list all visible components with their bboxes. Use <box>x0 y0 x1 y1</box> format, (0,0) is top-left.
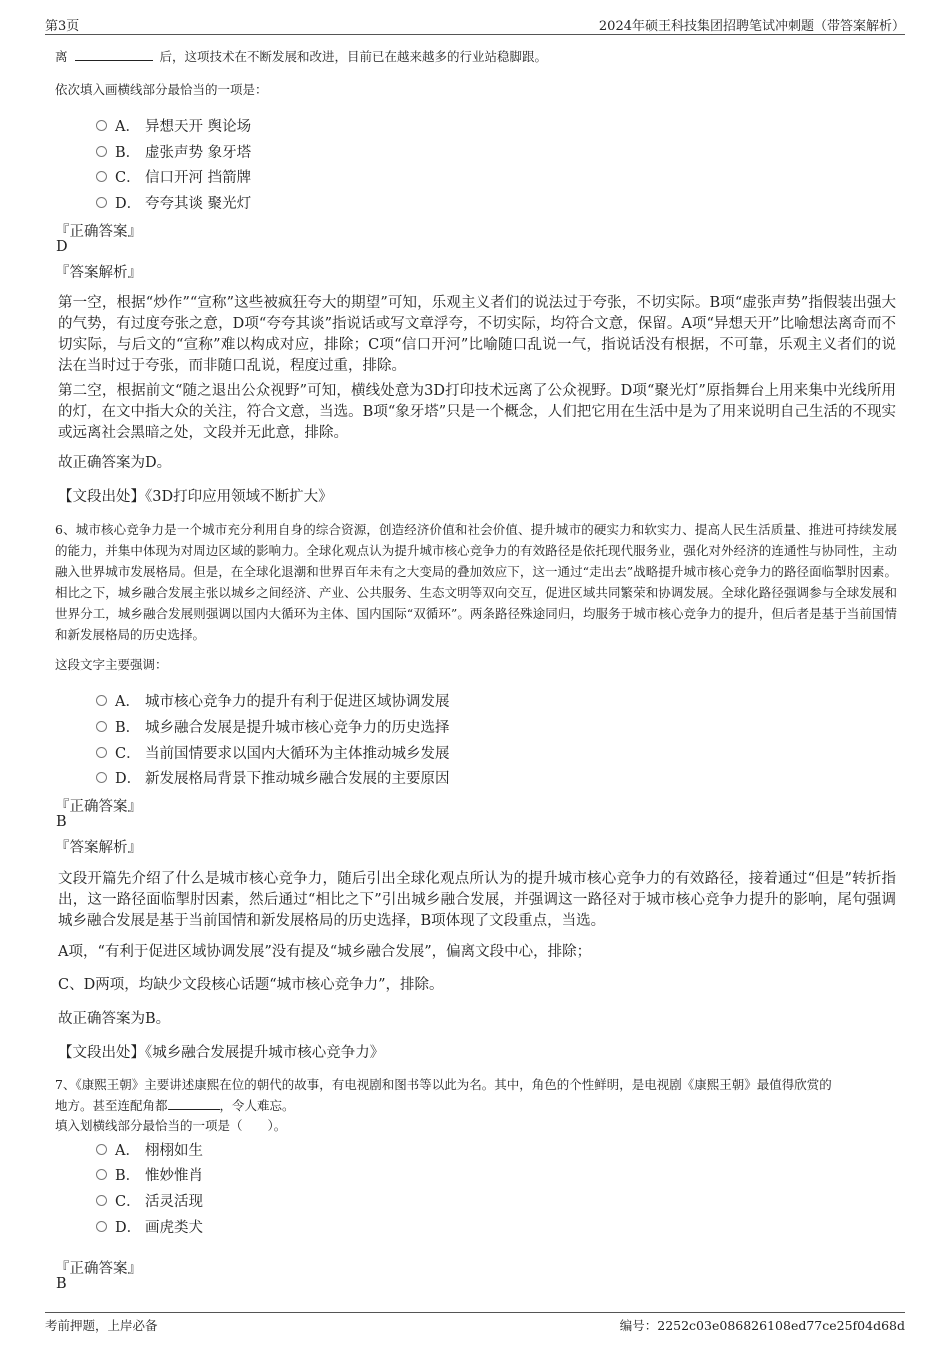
q5-answer-label: 『正确答案』 <box>55 224 142 240</box>
q6-prompt: 这段文字主要强调： <box>55 657 168 672</box>
radio-icon[interactable] <box>96 1195 107 1206</box>
q6-analysis-paragraph-2: A项，“有利于促进区域协调发展”没有提及“城乡融合发展”，偏离文段中心，排除； <box>58 944 592 960</box>
q5-answer: D <box>56 239 68 255</box>
q6-analysis-label: 『答案解析』 <box>55 840 142 856</box>
radio-icon[interactable] <box>96 747 107 758</box>
radio-icon[interactable] <box>96 1221 107 1232</box>
q6-analysis-paragraph-1: 文段开篇先介绍了什么是城市核心竞争力，随后引出全球化观点所认为的提升城市核心竞争力的有效路径，接着通过“但是”转折指出，这一路径面临掣肘因素，然后通过“相比之下”引出城乡融合发展，并强调这一路径对于城市核心竞争力提升的影响，尾句强调城乡融合发展是基于当前国情和新发展格局的历史选择，B项体现了文段重点，当选。 <box>58 871 896 929</box>
q5-analysis-paragraph-1: 第一空，根据“炒作”“宣称”这些被疯狂夸大的期望”可知，乐观主义者们的说法过于夸张，不切实际。B项“虚张声势”指假装出强大的气势，有过度夸张之意，D项“夸夸其谈”指说话或写文章浮夸，不切实际，均符合文意，保留。A项“异想天开”比喻想法离奇而不切实际，与后文的“宣称”难以构成对应，排除；C项“信口开河”比喻随口乱说一气，指说话没有根据，不可靠，乐观主义者们的说法在当时过于夸张，而非随口乱说，程度过重，排除。 <box>58 295 896 374</box>
q5-stem: 离 后，这项技术在不断发展和改进，目前已在越来越多的行业站稳脚跟。 <box>55 49 547 64</box>
radio-icon[interactable] <box>96 146 107 157</box>
radio-icon[interactable] <box>96 120 107 131</box>
q7-prompt: 填入划横线部分最恰当的一项是（ ）。 <box>55 1118 287 1133</box>
footer-slogan: 考前押题，上岸必备 <box>45 1318 158 1333</box>
page-header <box>45 12 905 35</box>
fill-blank <box>168 1097 220 1110</box>
radio-icon[interactable] <box>96 695 107 706</box>
radio-icon[interactable] <box>96 171 107 182</box>
radio-icon[interactable] <box>96 721 107 732</box>
page-number: 第3页 <box>45 19 80 34</box>
q7-stem-line-1: 7、《康熙王朝》主要讲述康熙在位的朝代的故事，有电视剧和图书等以此为名。其中，角色的个性鲜明，是电视剧《康熙王朝》最值得欣赏的 <box>55 1077 832 1092</box>
q7-stem-line-2: 地方。甚至连配角都 ，令人难忘。 <box>55 1098 295 1113</box>
q5-source: 【文段出处】《3D打印应用领域不断扩大》 <box>58 489 333 505</box>
q6-conclusion: 故正确答案为B。 <box>58 1011 171 1027</box>
q6-answer: B <box>56 814 67 830</box>
radio-icon[interactable] <box>96 197 107 208</box>
q5-conclusion: 故正确答案为D。 <box>58 455 172 471</box>
q7-answer: B <box>56 1276 67 1292</box>
document-code: 编号：2252c03e086826108ed77ce25f04d68d <box>619 1318 905 1333</box>
q6-answer-label: 『正确答案』 <box>55 799 142 815</box>
radio-icon[interactable] <box>96 772 107 783</box>
q6-analysis-paragraph-3: C、D两项，均缺少文段核心话题“城市核心竞争力”，排除。 <box>58 977 444 993</box>
q5-analysis-paragraph-2: 第二空，根据前文“随之退出公众视野”可知，横线处意为3D打印技术远离了公众视野。D项“聚光灯”原指舞台上用来集中光线所用的灯，在文中指大众的关注，符合文意，当选。B项“象牙塔”只是一个概念，人们把它用在生活中是为了用来说明自己生活的不现实或远离社会黑暗之处，文段并无此意，排除。 <box>58 383 896 441</box>
q5-analysis-label: 『答案解析』 <box>55 265 142 281</box>
q6-stem: 6、城市核心竞争力是一个城市充分利用自身的综合资源，创造经济价值和社会价值、提升城市的硬实力和软实力、提高人民生活质量、推进可持续发展的能力，并集中体现为对周边区域的影响力。全球化观点认为提升城市核心竞争力的有效路径是依托现代服务业，强化对外经济的连通性与协同性，主动融入世界城市发展格局。但是，在全球化退潮和世界百年未有之大变局的叠加效应下，这一通过“走出去”战略提升城市核心竞争力的路径面临掣肘因素。相比之下，城乡融合发展主张以城乡之间经济、产业、公共服务、生态文明等双向交互，促进区域共同繁荣和协调发展。全球化路径强调参与全球发展和世界分工，城乡融合发展则强调以国内大循环为主体、国内国际“双循环”。两条路径殊途同归，均服务于城市核心竞争力的提升，但后者是基于当前国情和新发展格局的历史选择。 <box>55 522 897 642</box>
fill-blank <box>75 48 153 61</box>
document-title: 2024年硕王科技集团招聘笔试冲刺题（带答案解析） <box>598 19 905 34</box>
radio-icon[interactable] <box>96 1144 107 1155</box>
q6-source: 【文段出处】《城乡融合发展提升城市核心竞争力》 <box>58 1045 385 1061</box>
page-footer <box>45 1312 905 1333</box>
radio-icon[interactable] <box>96 1169 107 1180</box>
q5-prompt: 依次填入画横线部分最恰当的一项是： <box>55 82 268 97</box>
q7-answer-label: 『正确答案』 <box>55 1261 142 1277</box>
